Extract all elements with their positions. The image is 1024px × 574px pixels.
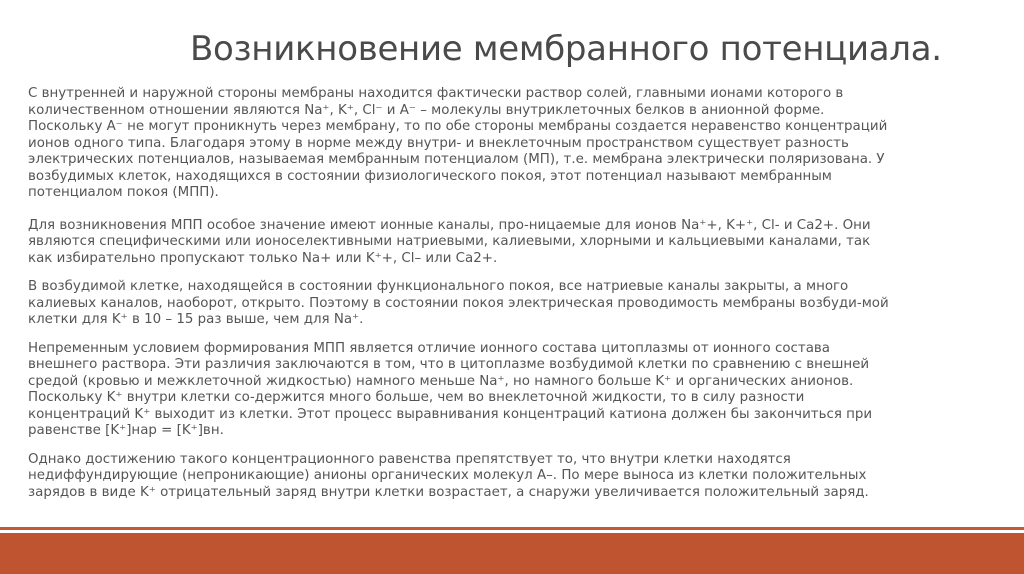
paragraph-ion-composition: Непременным условием формирования МПП является отличие ионного состава цитоплазмы от ионного состава внешнего раствора. Эти различия заключаются в том, что в цитоплазме возбудимой клетки по сравнению с внешней средой (кровью и межклеточной жидкостью) намного меньше Na⁺, но намного больше K⁺ и органических анионов. Поскольку K⁺ внутри клетки со-держится много больше, чем во внеклеточной жидкости, то в силу разности концентраций K⁺ выходит из клетки. Этот процесс выравнивания концентраций катиона должен бы закончиться при равенстве [K⁺]нар = [K⁺]вн. — [28, 340, 873, 438]
slide-title: Возникновение мембранного потенциала. — [190, 29, 942, 69]
paragraph-ion-channels: Для возникновения МПП особое значение имеют ионные каналы, про-ницаемые для ионов Na⁺+, K+⁺, Cl- и Ca2+. Они являются специфическими или ионоселективными натриевыми, калиевыми, хлорными и кальциевыми каналами, так как избирательно пропускают только Na+ или K⁺+, Cl– или Ca2+. — [28, 217, 871, 266]
slide-body — [28, 86, 978, 511]
paragraph-resting-potential-intro: С внутренней и наружной стороны мембраны находится фактически раствор солей, главными ионами которого в количественном отношении являются Na⁺, K⁺, Cl⁻ и A⁻ – молекулы внутриклеточных белков в анионной форме. Поскольку A⁻ не могут проникнуть через мембрану, то по обе стороны мембраны создается неравенство концентраций ионов одного типа. Благодаря этому в норме между внутри- и внеклеточным пространством существует разность электрических потенциалов, называемая мембранным потенциалом (МП), т.е. мембрана электрически поляризована. У возбудимых клеток, находящихся в состоянии физиологического покоя, этот потенциал называют мембранным потенциалом покоя (МПП). — [28, 86, 888, 200]
paragraph-excitable-cell-rest: В возбудимой клетке, находящейся в состоянии функционального покоя, все натриевые каналы закрыты, а много калиевых каналов, наоборот, открыто. Поэтому в состоянии покоя электрическая проводимость мембраны возбуди-мой клетки для K⁺ в 10 – 15 раз выше, чем для Na⁺. — [28, 279, 889, 327]
footer-accent-line — [0, 527, 1024, 530]
footer-accent-bar — [0, 533, 1024, 574]
paragraph-non-diffusing-anions: Однако достижению такого концентрационного равенства препятствует то, что внутри клетки находятся недиффундирующие (непроникающие) анионы органических молекул A–. По мере выноса из клетки положительных зарядов в виде K⁺ отрицательный заряд внутри клетки возрастает, а снаружи увеличивается положительный заряд. — [28, 451, 869, 500]
